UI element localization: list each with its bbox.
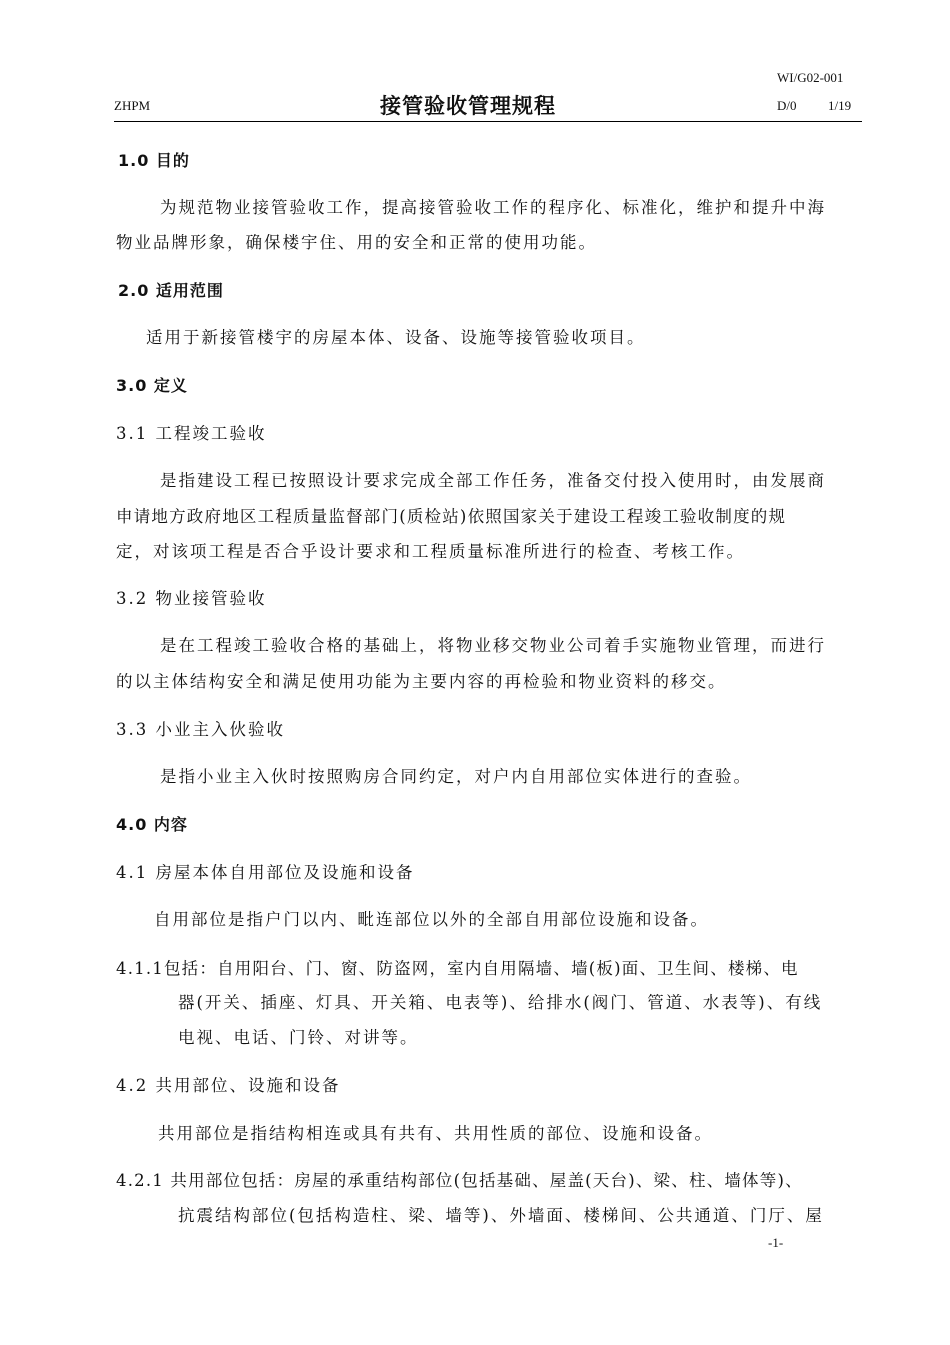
section-1-paragraph-line-1: 为规范物业接管验收工作，提高接管验收工作的程序化、标准化，维护和提升中海 — [160, 198, 826, 217]
section-3-2-line-1: 是在工程竣工验收合格的基础上，将物业移交物业公司着手实施物业管理，而进行 — [160, 636, 826, 655]
section-3-1-line-3: 定，对该项工程是否合乎设计要求和工程质量标准所进行的检查、考核工作。 — [116, 542, 745, 561]
section-4-1-heading: 4.1 房屋本体自用部位及设施和设备 — [116, 863, 415, 882]
section-4-1-1-line-2: 器(开关、插座、灯具、开关箱、电表等)、给排水(阀门、管道、水表等)、有线 — [178, 993, 823, 1012]
section-4-2-1-line-2: 抗震结构部位(包括构造柱、梁、墙等)、外墙面、楼梯间、公共通道、门厅、屋 — [178, 1206, 824, 1225]
section-4-heading: 4.0 内容 — [116, 815, 188, 834]
section-3-2-line-2: 的以主体结构安全和满足使用功能为主要内容的再检验和物业资料的移交。 — [116, 672, 727, 691]
section-4-2-heading: 4.2 共用部位、设施和设备 — [116, 1076, 341, 1095]
section-3-1-line-1: 是指建设工程已按照设计要求完成全部工作任务，准备交付投入使用时，由发展商 — [160, 471, 826, 490]
section-4-1-1-line-3: 电视、电话、门铃、对讲等。 — [178, 1028, 419, 1047]
section-2-paragraph: 适用于新接管楼宇的房屋本体、设备、设施等接管验收项目。 — [146, 328, 646, 347]
section-3-1-line-2: 申请地方政府地区工程质量监督部门(质检站)依照国家关于建设工程竣工验收制度的规 — [116, 507, 787, 526]
page-count: 1/19 — [828, 98, 852, 113]
section-1-paragraph-line-2: 物业品牌形象，确保楼宇住、用的安全和正常的使用功能。 — [116, 233, 597, 252]
section-4-2-1-line-1: 4.2.1 共用部位包括：房屋的承重结构部位(包括基础、屋盖(天台)、梁、柱、墙体等)、 — [116, 1171, 803, 1190]
revision-label: D/0 — [777, 98, 797, 113]
section-4-1-line-1: 自用部位是指户门以内、毗连部位以外的全部自用部位设施和设备。 — [154, 910, 709, 929]
page-number: -1- — [768, 1235, 784, 1250]
header-rule — [114, 121, 862, 122]
section-3-3-heading: 3.3 小业主入伙验收 — [116, 720, 285, 739]
section-3-heading: 3.0 定义 — [116, 376, 188, 395]
section-3-2-heading: 3.2 物业接管验收 — [116, 589, 267, 608]
section-2-heading: 2.0 适用范围 — [118, 281, 224, 300]
page-title: 接管验收管理规程 — [380, 94, 556, 118]
section-3-1-heading: 3.1 工程竣工验收 — [116, 424, 267, 443]
section-3-3-line-1: 是指小业主入伙时按照购房合同约定，对户内自用部位实体进行的查验。 — [160, 767, 752, 786]
section-4-1-1-line-1: 4.1.1包括：自用阳台、门、窗、防盗网，室内自用隔墙、墙(板)面、卫生间、楼梯、电 — [116, 959, 799, 978]
section-4-2-line-1: 共用部位是指结构相连或具有共有、共用性质的部位、设施和设备。 — [158, 1124, 713, 1143]
section-1-heading: 1.0 目的 — [118, 151, 190, 170]
document-code: WI/G02-001 — [777, 70, 844, 85]
company-code: ZHPM — [114, 98, 151, 113]
